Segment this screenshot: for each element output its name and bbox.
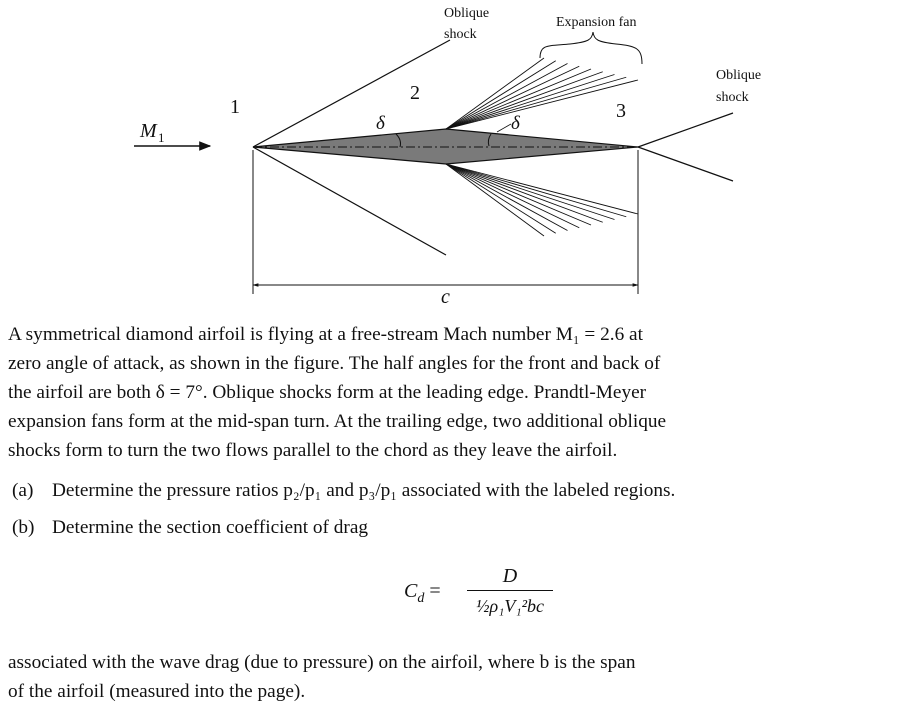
part-b (12, 513, 900, 542)
drag-coefficient-equation (0, 562, 906, 632)
expansion-wave-line (446, 164, 591, 225)
delta-label-front: δ (376, 113, 385, 134)
paragraph-line: A symmetrical diamond airfoil is flying at a free-stream Mach number M₁ = 2.6 at (8, 324, 643, 345)
expansion-wave-line (446, 164, 615, 220)
leading-edge-shock-lower (253, 147, 446, 255)
expansion-fan-brace (540, 32, 642, 64)
paragraph-line: expansion fans form at the mid-span turn. At the trailing edge, two additional oblique (8, 411, 667, 432)
equation-denominator: ½ρ₁V₁²bc (475, 596, 545, 616)
expansion-wave-line (446, 164, 544, 236)
expansion-wave-line (446, 164, 638, 214)
equation-lhs: $C_d$ = (404, 580, 441, 606)
expansion-wave-line (446, 58, 544, 129)
freestream-mach-subscript: 1 (158, 130, 165, 145)
diamond-airfoil-figure (0, 0, 906, 310)
closing-paragraph (8, 648, 900, 706)
trailing-edge-shock-upper (638, 113, 733, 147)
problem-paragraph (8, 320, 900, 465)
expansion-wave-line (446, 80, 638, 129)
region-2-label: 2 (410, 82, 420, 104)
delta-leader-back (497, 124, 511, 132)
part-a-number: (a) (12, 480, 34, 501)
equation-numerator: D (502, 565, 518, 587)
freestream-mach-label: M (140, 120, 157, 142)
paragraph-line: of the airfoil (measured into the page). (8, 681, 306, 702)
paragraph-line: shocks form to turn the two flows parallel to the chord as they leave the airfoil. (8, 440, 618, 461)
oblique-shock-right-label-2: shock (716, 90, 749, 105)
expansion-fan-label: Expansion fan (556, 15, 637, 30)
expansion-wave-line (446, 77, 626, 129)
oblique-shock-top-label-1: Oblique (444, 6, 490, 21)
oblique-shock-top-label-2: shock (444, 27, 477, 42)
expansion-wave-line (446, 75, 615, 130)
chord-label: c (441, 286, 450, 308)
paragraph-line: associated with the wave drag (due to pressure) on the airfoil, where b is the span (8, 652, 636, 673)
expansion-wave-line (446, 64, 568, 130)
part-a (12, 476, 900, 505)
equation-fraction (465, 562, 555, 621)
delta-label-back: δ (511, 113, 520, 134)
diamond-airfoil (253, 129, 638, 164)
expansion-wave-line (446, 164, 568, 231)
paragraph-line: the airfoil are both δ = 7°. Oblique shocks form at the leading edge. Prandtl-Meyer (8, 382, 647, 403)
part-b-text: Determine the section coefficient of drag (52, 517, 369, 538)
oblique-shock-right-label-1: Oblique (716, 68, 762, 83)
expansion-fan-upper (446, 58, 638, 129)
part-a-text: Determine the pressure ratios p₂/p₁ and p₃/p₁ associated with the labeled regions. (52, 480, 676, 501)
expansion-fan-lower (446, 164, 638, 236)
region-3-label: 3 (616, 100, 626, 122)
part-b-number: (b) (12, 517, 35, 538)
region-1-label: 1 (230, 96, 240, 118)
expansion-wave-line (446, 164, 579, 228)
expansion-wave-line (446, 164, 626, 217)
trailing-edge-shock-lower (638, 147, 733, 181)
paragraph-line: zero angle of attack, as shown in the figure. The half angles for the front and back of (8, 353, 661, 374)
